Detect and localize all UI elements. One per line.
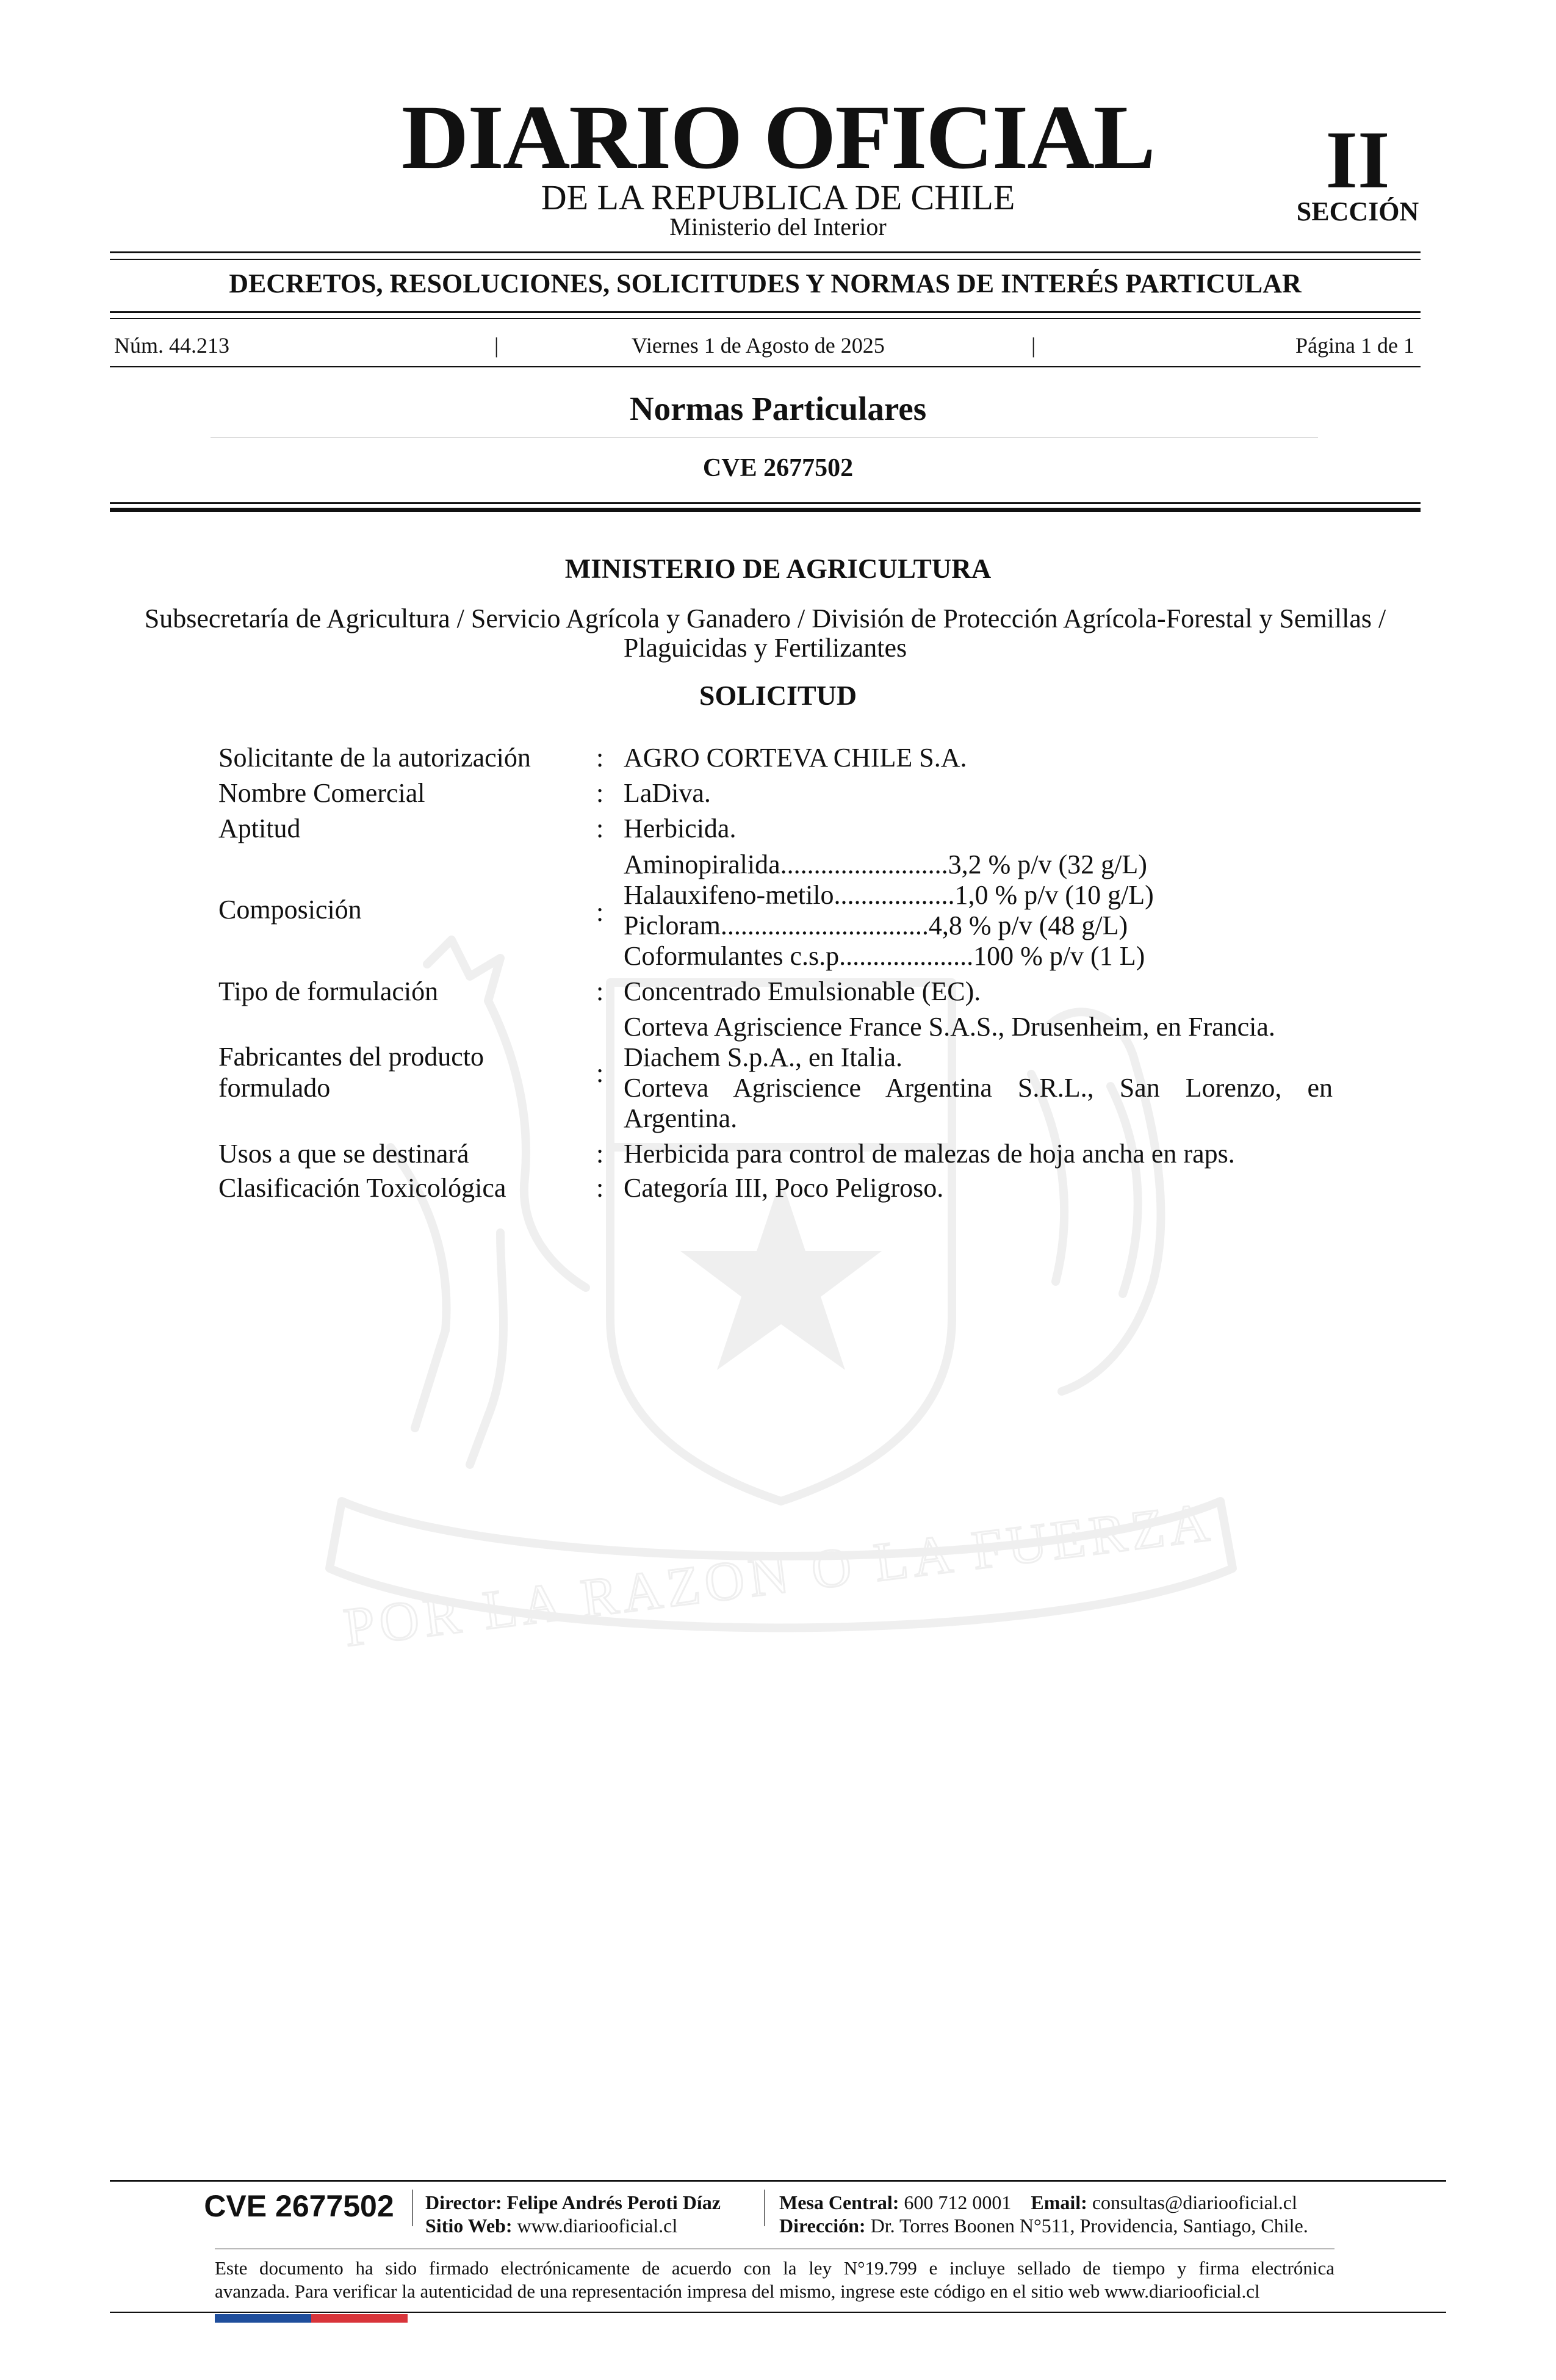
director-label: Director: [425,2191,502,2213]
field-value-composicion-2: Halauxifeno-metilo..................1,0 % p/v (10 g/L) [624,880,1154,910]
field-colon: : [596,743,604,773]
website-label: Sitio Web: [425,2215,513,2237]
field-colon: : [596,778,604,808]
field-value-nombre: LaDiva. [624,778,711,808]
watermark-motto: POR LA RAZON O LA FUERZA [340,1491,1217,1659]
footer-divider [412,2190,413,2226]
field-label-composicion: Composición [218,895,362,925]
field-label-solicitante: Solicitante de la autorización [218,743,531,773]
subsection-line: Plaguicidas y Fertilizantes [623,633,907,663]
section-name: Normas Particulares [629,390,927,427]
director-name: Felipe Andrés Peroti Díaz [506,2191,721,2213]
footer-address [779,2213,1308,2238]
field-label-usos: Usos a que se destinará [218,1139,469,1169]
address-text: Dr. Torres Boonen N°511, Providencia, Santiago, Chile. [870,2215,1308,2237]
footer-director [425,2190,721,2215]
field-colon: : [596,813,604,843]
document-type: SOLICITUD [699,680,857,711]
field-colon: : [596,1058,604,1088]
issue-number: Núm. 44.213 [114,333,229,358]
cve-code: CVE 2677502 [702,454,854,482]
subsection-path [110,604,1421,663]
masthead-subtitle: DE LA REPUBLICA DE CHILE [541,178,1015,217]
field-label-tipo: Tipo de formulación [218,976,439,1006]
flag-stripe-red [311,2314,408,2323]
section-label: SECCIÓN [1296,197,1419,226]
footer-website [425,2213,677,2238]
field-label-nombre: Nombre Comercial [218,778,425,808]
field-label-fabricantes: Fabricantes del producto [218,1042,484,1072]
footer-contact [779,2190,1297,2215]
field-colon: : [596,976,604,1006]
field-colon: : [596,1173,604,1203]
field-value-tipo: Concentrado Emulsionable (EC). [624,976,981,1006]
section-divider [211,437,1318,438]
footer-rule [110,2180,1446,2182]
field-value-composicion-4: Coformulantes c.s.p....................100 % p/v (1 L) [624,941,1145,971]
field-value-aptitud: Herbicida. [624,813,737,843]
organization-heading: MINISTERIO DE AGRICULTURA [564,554,992,584]
header-rule [110,502,1421,504]
field-label-clasificacion: Clasificación Toxicológica [218,1173,506,1203]
masthead-rule-top-thin [110,259,1421,260]
footer-divider [764,2190,765,2226]
footer-cve-code: CVE 2677502 [204,2189,394,2223]
banner-heading: DECRETOS, RESOLUCIONES, SOLICITUDES Y NORMAS DE INTERÉS PARTICULAR [229,269,1302,298]
website-link[interactable]: www.diariooficial.cl [517,2215,678,2237]
info-separator: | [1031,333,1036,358]
field-value-usos: Herbicida para control de malezas de hoja ancha en raps. [624,1139,1235,1169]
subsection-line: Subsecretaría de Agricultura / Servicio Agrícola y Ganadero / División de Protección Agrícola-Forestal y Semillas / [144,604,1386,633]
info-rule [110,366,1421,367]
footer-inner-rule [215,2248,1334,2249]
field-label-aptitud: Aptitud [218,813,301,843]
field-value-fabricante-1: Corteva Agriscience France S.A.S., Drusenheim, en Francia. [624,1012,1275,1042]
field-value-fabricante-4: Argentina. [624,1103,738,1133]
page-indicator: Página 1 de 1 [1295,333,1414,358]
field-value-fabricante-3: Corteva Agriscience Argentina S.R.L., San Lorenzo, en [624,1073,1333,1103]
email-label: Email: [1031,2191,1087,2213]
banner-rule-bottom-thin [110,318,1421,319]
coat-of-arms-watermark [268,891,1294,1672]
field-colon: : [596,897,604,927]
mesa-phone: 600 712 0001 [904,2191,1012,2213]
footer-bottom-rule [110,2312,1446,2313]
field-value-fabricante-2: Diachem S.p.A., en Italia. [624,1042,902,1072]
mesa-label: Mesa Central: [779,2191,899,2213]
field-label-fabricantes-cont: formulado [218,1073,331,1103]
field-value-composicion-1: Aminopiralida.........................3,2 % p/v (32 g/L) [624,849,1147,879]
header-rule-thick [110,508,1421,512]
field-colon: : [596,1139,604,1169]
field-value-composicion-3: Picloram...............................4,8 % p/v (48 g/L) [624,911,1128,940]
masthead-rule-top [110,251,1421,253]
legal-notice-line: Este documento ha sido firmado electrónicamente de acuerdo con la ley N°19.799 e incluye sellado de tiempo y firma electrónica [215,2257,1334,2279]
masthead-ministry: Ministerio del Interior [669,213,887,240]
address-label: Dirección: [779,2215,866,2237]
flag-stripe-blue [215,2314,311,2323]
masthead-title: DIARIO OFICIAL [402,87,1154,188]
field-value-clasificacion: Categoría III, Poco Peligroso. [624,1173,944,1203]
section-number: II [1325,115,1390,206]
info-separator: | [494,333,499,358]
issue-date: Viernes 1 de Agosto de 2025 [632,333,885,358]
field-value-solicitante: AGRO CORTEVA CHILE S.A. [624,743,967,773]
banner-rule-bottom [110,311,1421,313]
email-link[interactable]: consultas@diariooficial.cl [1092,2191,1297,2213]
legal-notice-line: avanzada. Para verificar la autenticidad de una representación impresa del mismo, ingrese este código en el sitio web www.diariooficial.cl [215,2281,1260,2302]
